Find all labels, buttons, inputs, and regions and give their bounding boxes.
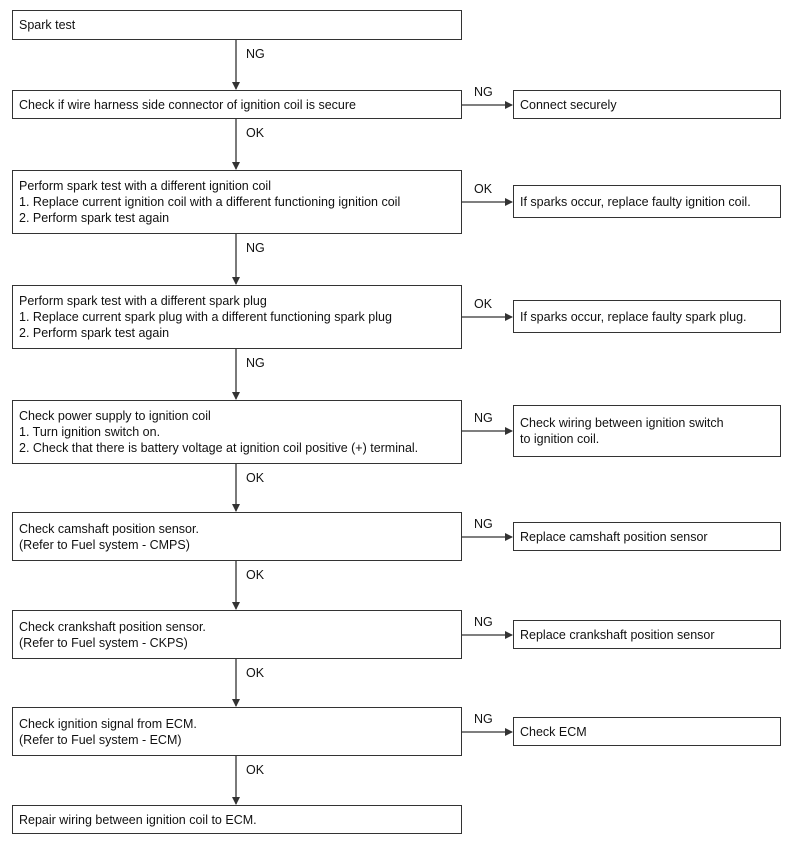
side-box-3 <box>513 300 781 333</box>
side-box-5 <box>513 522 781 551</box>
down-label-2: OK <box>246 126 265 140</box>
step-box-3-line: Perform spark test with a different ignition coil <box>19 179 271 193</box>
side-box-4 <box>513 405 781 457</box>
step-box-7-line: Check crankshaft position sensor. <box>19 619 206 634</box>
side-box-7 <box>513 717 781 746</box>
down-label-5: OK <box>246 471 265 485</box>
side-box-1-line: Connect securely <box>520 97 617 112</box>
step-box-5-line: 2. Check that there is battery voltage at ignition coil positive (+) terminal. <box>19 441 419 455</box>
down-label-8: OK <box>246 763 265 777</box>
side-box-7-line: Check ECM <box>520 724 587 739</box>
step-box-2 <box>12 90 462 119</box>
side-label-7: NG <box>474 712 493 726</box>
step-box-9-line: Repair wiring between ignition coil to ECM. <box>19 812 257 827</box>
side-label-5: NG <box>474 517 493 531</box>
side-box-5-line: Replace camshaft position sensor <box>520 529 708 544</box>
side-box-6-line: Replace crankshaft position sensor <box>520 627 715 642</box>
side-box-3-line: If sparks occur, replace faulty spark plug. <box>520 309 747 324</box>
step-box-1-line: Spark test <box>19 18 76 32</box>
step-box-8-line: Check ignition signal from ECM. <box>19 716 197 731</box>
step-box-1 <box>12 10 462 40</box>
down-label-6: OK <box>246 568 265 582</box>
step-box-3-line: 1. Replace current ignition coil with a different functioning ignition coil <box>19 195 401 209</box>
side-box-2-line: If sparks occur, replace faulty ignition coil. <box>520 194 751 209</box>
side-label-6: NG <box>474 615 493 629</box>
step-box-3 <box>12 170 462 234</box>
down-label-3: NG <box>246 241 265 255</box>
step-box-6-line: Check camshaft position sensor. <box>19 521 199 536</box>
step-box-8-line: (Refer to Fuel system - ECM) <box>19 732 182 747</box>
side-label-4: NG <box>474 411 493 425</box>
step-box-5-line: 1. Turn ignition switch on. <box>19 425 161 439</box>
step-box-6 <box>12 512 462 561</box>
side-label-2: OK <box>474 182 493 196</box>
side-label-3: OK <box>474 297 493 311</box>
down-label-7: OK <box>246 666 265 680</box>
step-box-5-line: Check power supply to ignition coil <box>19 409 211 423</box>
side-box-2 <box>513 185 781 218</box>
side-box-4-line: Check wiring between ignition switch <box>520 416 724 430</box>
side-box-4-line: to ignition coil. <box>520 432 600 446</box>
step-box-4-line: 1. Replace current spark plug with a different functioning spark plug <box>19 310 392 324</box>
step-box-4-line: Perform spark test with a different spark plug <box>19 294 267 308</box>
side-label-1: NG <box>474 85 493 99</box>
step-box-6-line: (Refer to Fuel system - CMPS) <box>19 537 190 552</box>
step-box-5 <box>12 400 462 464</box>
step-box-4 <box>12 285 462 349</box>
step-box-2-line: Check if wire harness side connector of ignition coil is secure <box>19 97 356 112</box>
step-box-8 <box>12 707 462 756</box>
step-box-3-line: 2. Perform spark test again <box>19 211 170 225</box>
step-box-4-line: 2. Perform spark test again <box>19 326 170 340</box>
down-label-1: NG <box>246 47 265 61</box>
side-box-6 <box>513 620 781 649</box>
down-label-4: NG <box>246 356 265 370</box>
side-box-1 <box>513 90 781 119</box>
step-box-7 <box>12 610 462 659</box>
step-box-7-line: (Refer to Fuel system - CKPS) <box>19 635 188 650</box>
step-box-9 <box>12 805 462 834</box>
